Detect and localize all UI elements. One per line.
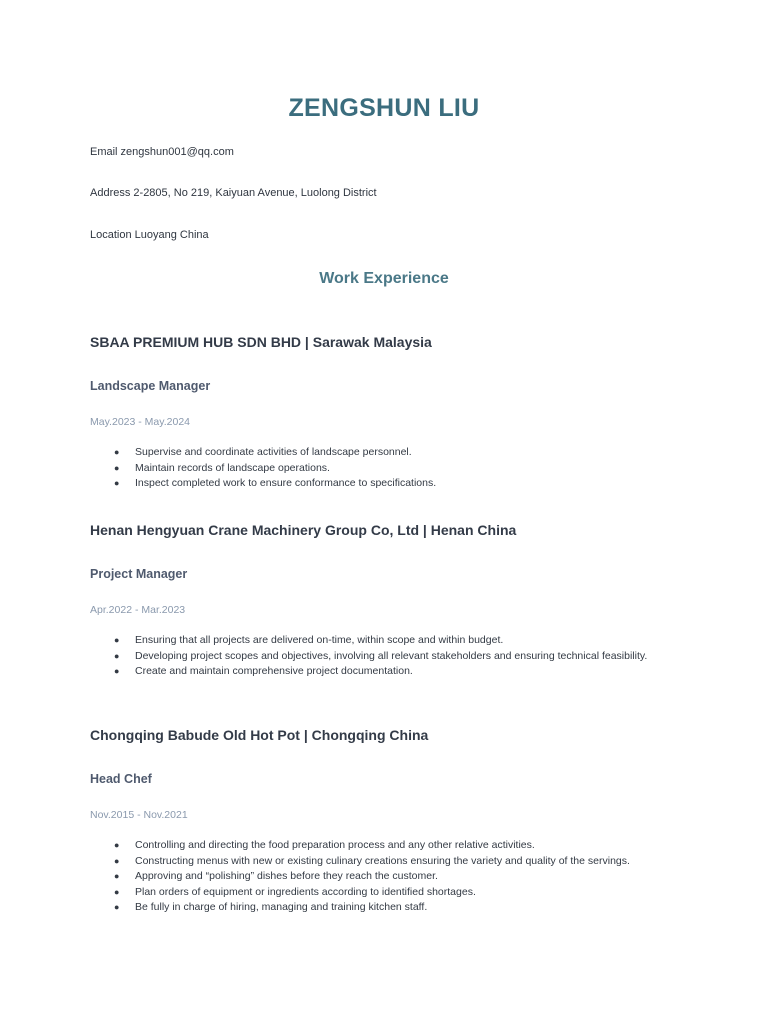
contact-email: Email zengshun001@qq.com: [90, 146, 234, 158]
contact-address: Address 2-2805, No 219, Kaiyuan Avenue, Luolong District: [90, 187, 377, 199]
bullet-icon: ●: [114, 635, 120, 645]
job-company: SBAA PREMIUM HUB SDN BHD | Sarawak Malaysia: [90, 334, 432, 350]
duty-text: Plan orders of equipment or ingredients according to identified shortages.: [135, 885, 476, 898]
job-role: Head Chef: [90, 772, 152, 786]
section-title-work-experience: Work Experience: [319, 270, 449, 287]
job-duties-list: [90, 633, 670, 680]
bullet-icon: ●: [114, 462, 120, 473]
duty-text: Inspect completed work to ensure conformance to specifications.: [135, 477, 437, 489]
list-item: [90, 854, 670, 870]
bullet-icon: ●: [114, 447, 120, 457]
job-duties-list: [90, 445, 670, 492]
list-item: [90, 900, 670, 916]
bullet-icon: ●: [114, 650, 120, 661]
job-role: Landscape Manager: [90, 379, 211, 393]
list-item: [90, 869, 670, 885]
job-dates: Apr.2022 - Mar.2023: [90, 604, 186, 616]
bullet-icon: ●: [114, 871, 120, 881]
bullet-icon: ●: [114, 855, 120, 866]
list-item: [90, 838, 670, 854]
list-item: [90, 461, 670, 477]
list-item: [90, 633, 670, 649]
bullet-icon: ●: [114, 666, 120, 676]
duty-text: Ensuring that all projects are delivered on-time, within scope and within budget.: [135, 634, 504, 646]
bullet-icon: ●: [114, 840, 120, 850]
duty-text: Supervise and coordinate activities of landscape personnel.: [135, 446, 412, 458]
candidate-name: ZENGSHUN LIU: [288, 94, 480, 122]
job-dates: May.2023 - May.2024: [90, 416, 190, 428]
job-duties-list: [90, 838, 670, 916]
duty-text: Constructing menus with new or existing culinary creations ensuring the variety and quality of the servings.: [135, 854, 630, 867]
bullet-icon: ●: [114, 902, 120, 912]
job-company: Chongqing Babude Old Hot Pot | Chongqing China: [90, 727, 429, 743]
bullet-icon: ●: [114, 478, 120, 488]
job-company: Henan Hengyuan Crane Machinery Group Co, Ltd | Henan China: [90, 522, 517, 538]
list-item: [90, 445, 670, 461]
duty-text: Developing project scopes and objectives, involving all relevant stakeholders and ensuring technical feasibility.: [135, 649, 648, 662]
list-item: [90, 476, 670, 492]
list-item: [90, 885, 670, 901]
bullet-icon: ●: [114, 886, 120, 897]
list-item: [90, 664, 670, 680]
duty-text: Create and maintain comprehensive project documentation.: [135, 665, 413, 677]
list-item: [90, 649, 670, 665]
contact-location: Location Luoyang China: [90, 229, 209, 241]
job-role: Project Manager: [90, 567, 188, 581]
duty-text: Be fully in charge of hiring, managing and training kitchen staff.: [135, 901, 428, 913]
job-dates: Nov.2015 - Nov.2021: [90, 809, 188, 821]
duty-text: Approving and “polishing” dishes before they reach the customer.: [135, 870, 438, 882]
duty-text: Controlling and directing the food preparation process and any other relative activities.: [135, 839, 535, 851]
duty-text: Maintain records of landscape operations.: [135, 461, 330, 474]
